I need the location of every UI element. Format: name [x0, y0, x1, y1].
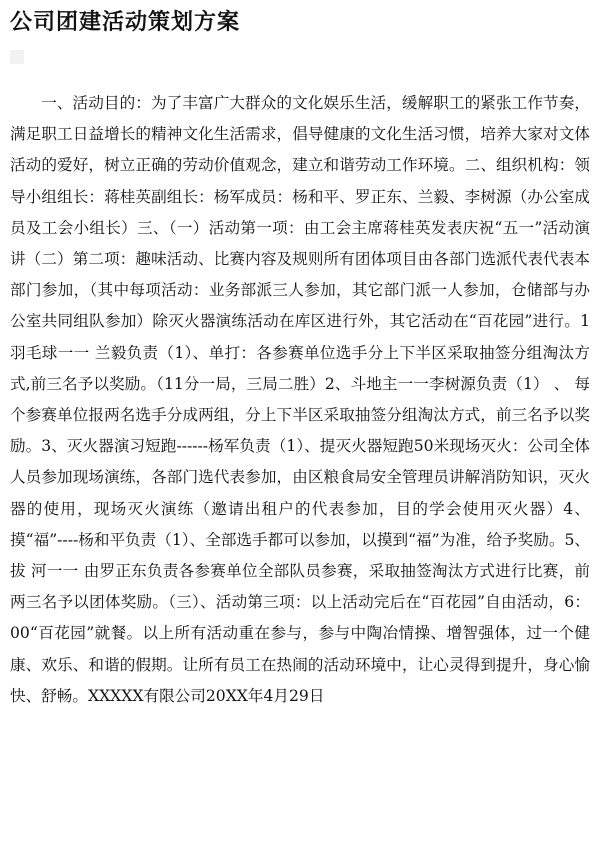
document-title: 公司团建活动策划方案: [10, 10, 241, 35]
document-body: 一、活动目的：为了丰富广大群众的文化娱乐生活，缓解职工的紧张工作节奏，满足职工日益增长的精神文化生活需求，倡导健康的文化生活习惯，培养大家对文体活动的爱好，树立正确的劳动价值观念，建立和谐劳动工作环境。二、组织机构：领导小组组长：蒋桂英副组长：杨军成员：杨和平、罗正东、兰毅、李树源（办公室成员及工会小组长）三、（一）活动第一项：由工会主席蒋桂英发表庆祝“五一”活动演讲（二）第二项：趣味活动、比赛内容及规则所有团体项目由各部门选派代表代表本部门参加，（其中每项活动：业务部派三人参加，其它部门派一人参加，仓储部与办公室共同组队参加）除灭火器演练活动在库区进行外，其它活动在“百花园”进行。1羽毛球一一 兰毅负责（1）、单打：各参赛单位选手分上下半区采取抽签分组淘汰方式,前三名予以奖励。（11分一局，三局二胜）2、斗地主一一李树源负责（1） 、 每个参赛单位报两名选手分成两组，分上下半区采取抽签分组淘汰方式，前三名予以奖励。3、灭火器演习短跑------杨军负责（1）、提灭火器短跑50米现场灭火：公司全体人员参加现场演练，各部门选代表参加，由区粮食局安全管理员讲解消防知识，灭火器的使用，现场灭火演练（邀请出租户的代表参加，目的学会使用灭火器）4、摸“福”----杨和平负责（1）、全部选手都可以参加，以摸到“福”为准，给予奖励。5、拔 河一一 由罗正东负责各参赛单位全部队员参赛，采取抽签淘汰方式进行比赛，前两三名予以团体奖励。（三）、活动第三项：以上活动完后在“百花园”自由活动，6：00“百花园”就餐。以上所有活动重在参与，参与中陶冶情操、增智强体，过一个健康、欢乐、和谐的假期。让所有员工在热闹的活动环境中，让心灵得到提升，身心愉快、舒畅。XXXXX有限公司20XX年4月29日: [10, 94, 590, 705]
blank-placeholder: [10, 50, 24, 64]
